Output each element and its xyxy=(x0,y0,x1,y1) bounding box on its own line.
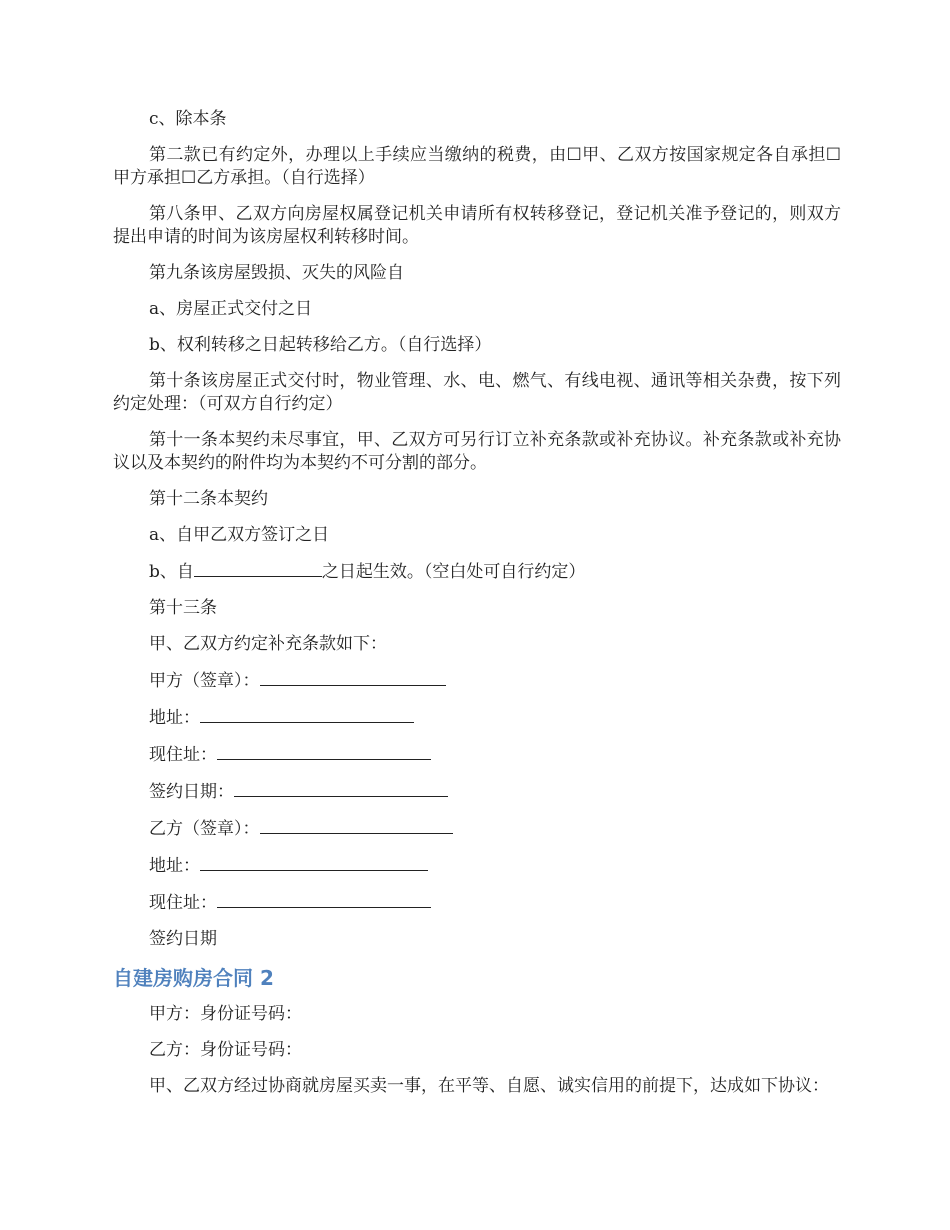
sign-date-a-blank[interactable] xyxy=(234,780,448,797)
paragraph-tax-clause: 第二款已有约定外，办理以上手续应当缴纳的税费，由☐甲、乙双方按国家规定各自承担☐甲方承担☐乙方承担。（自行选择） xyxy=(113,145,841,188)
paragraph-clause-c: c、除本条 xyxy=(149,109,227,129)
paragraph-option-a-delivery: a、房屋正式交付之日 xyxy=(149,299,313,319)
current-address-b-label: 现住址： xyxy=(149,893,217,913)
party-b-label: 乙方（签章）： xyxy=(149,819,260,839)
option-b-prefix: b、自 xyxy=(149,562,194,582)
option-b-suffix: 之日起生效。（空白处可自行约定） xyxy=(321,562,586,582)
party-a-signature-blank[interactable] xyxy=(260,669,446,686)
paragraph-party-b-id: 乙方：身份证号码： xyxy=(149,1040,302,1060)
paragraph-article-9: 第九条该房屋毁损、灭失的风险自 xyxy=(149,263,404,283)
sign-date-a-label: 签约日期： xyxy=(149,782,234,802)
paragraph-supplementary-intro: 甲、乙双方约定补充条款如下： xyxy=(149,634,387,654)
paragraph-article-12: 第十二条本契约 xyxy=(149,489,268,509)
paragraph-party-a-id: 甲方：身份证号码： xyxy=(149,1004,302,1024)
signature-date-a xyxy=(113,780,841,804)
signature-address-b xyxy=(113,854,841,878)
signature-current-address-a xyxy=(113,743,841,767)
paragraph-option-b-transfer: b、权利转移之日起转移给乙方。（自行选择） xyxy=(149,335,492,355)
paragraph-article-11: 第十一条本契约未尽事宜，甲、乙双方可另行订立补充条款或补充协议。补充条款或补充协议以及本契约的附件均为本契约不可分割的部分。 xyxy=(113,430,841,473)
paragraph-article-10: 第十条该房屋正式交付时，物业管理、水、电、燃气、有线电视、通讯等相关杂费，按下列约定处理：（可双方自行约定） xyxy=(113,371,841,414)
paragraph-option-b-effective xyxy=(113,560,841,584)
effective-date-blank[interactable] xyxy=(194,560,322,577)
section-heading: 自建房购房合同 2 xyxy=(113,966,274,990)
paragraph-option-a-signing: a、自甲乙双方签订之日 xyxy=(149,525,330,545)
paragraph-agreement-intro: 甲、乙双方经过协商就房屋买卖一事，在平等、自愿、诚实信用的前提下，达成如下协议： xyxy=(149,1076,829,1096)
signature-party-a xyxy=(113,669,841,693)
signature-party-b xyxy=(113,817,841,841)
address-b-label: 地址： xyxy=(149,856,200,876)
paragraph-article-8: 第八条甲、乙双方向房屋权属登记机关申请所有权转移登记，登记机关准予登记的，则双方提出申请的时间为该房屋权利转移时间。 xyxy=(113,204,841,247)
address-a-label: 地址： xyxy=(149,708,200,728)
current-address-a-blank[interactable] xyxy=(217,743,431,760)
address-b-blank[interactable] xyxy=(200,854,428,871)
paragraph-article-13: 第十三条 xyxy=(149,598,217,618)
current-address-b-blank[interactable] xyxy=(217,891,431,908)
party-b-signature-blank[interactable] xyxy=(260,817,453,834)
signature-date-b: 签约日期 xyxy=(149,929,217,949)
address-a-blank[interactable] xyxy=(200,706,414,723)
party-a-label: 甲方（签章）： xyxy=(149,671,260,691)
signature-current-address-b xyxy=(113,891,841,915)
signature-address-a xyxy=(113,706,841,730)
current-address-a-label: 现住址： xyxy=(149,745,217,765)
document-page xyxy=(113,108,841,1111)
